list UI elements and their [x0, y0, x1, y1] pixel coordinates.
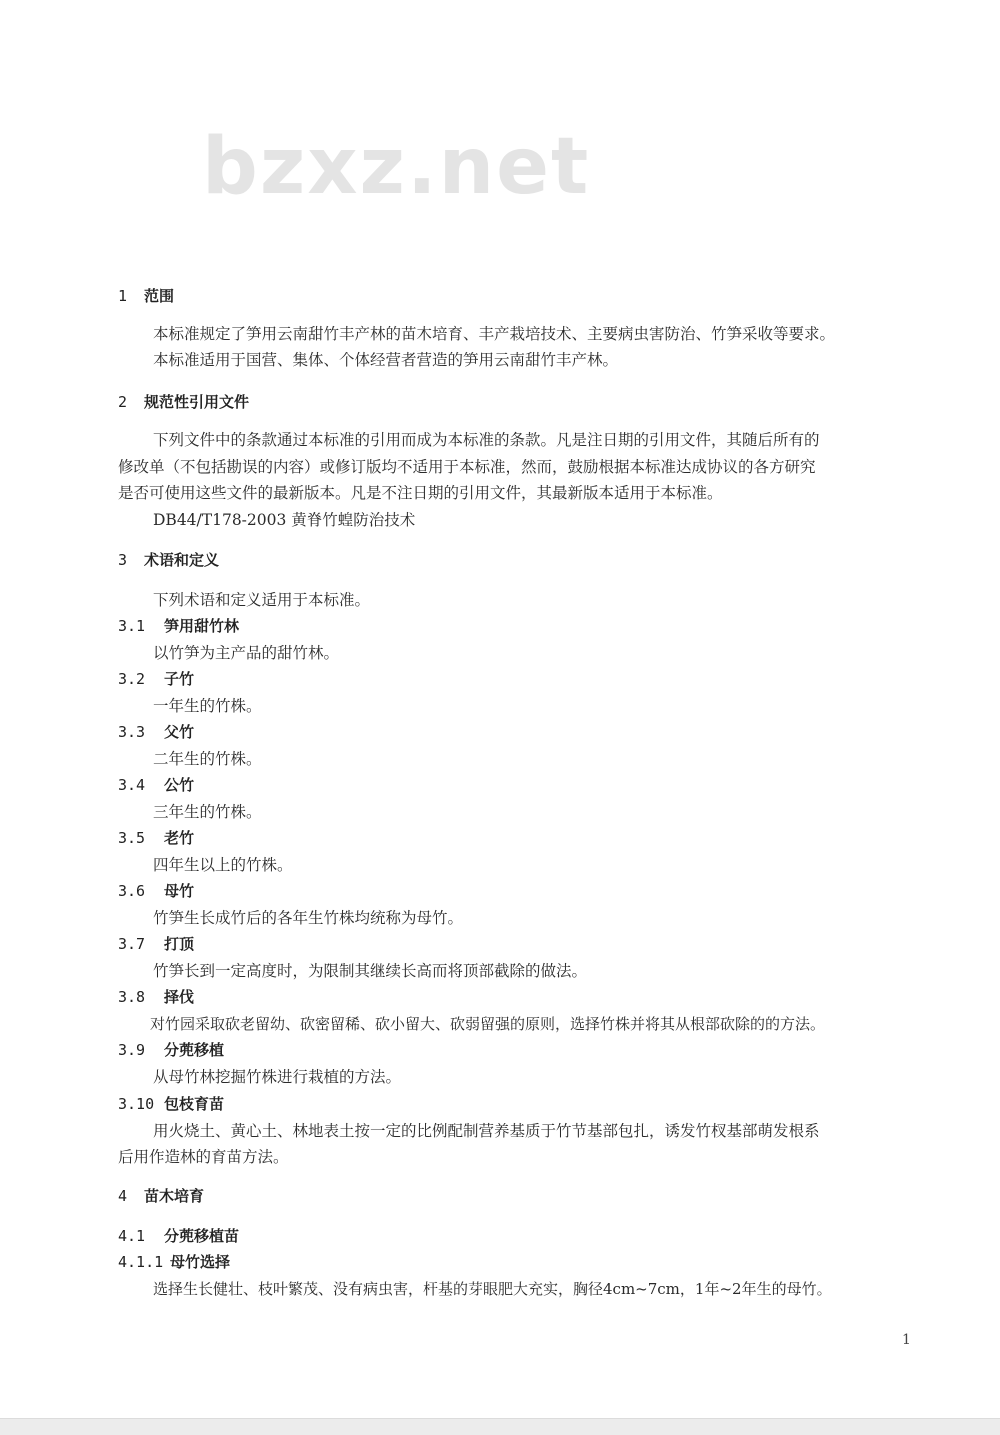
term-heading — [118, 775, 194, 795]
subsection-number: 4.1.1 — [118, 1253, 164, 1271]
term-number: 3.10 — [118, 1095, 155, 1113]
section-2-heading — [118, 392, 249, 412]
term-title: 包枝育苗 — [164, 1095, 225, 1113]
paragraph: 本标准适用于国营、集体、个体经营者营造的笋用云南甜竹丰产林。 — [153, 351, 619, 369]
paragraph-line: 修改单（不包括勘误的内容）或修订版均不适用于本标准，然而，鼓励根据本标准达成协议的各方研究 — [118, 458, 816, 476]
term-heading — [118, 1094, 224, 1114]
term-definition: 以竹笋为主产品的甜竹林。 — [153, 644, 340, 662]
term-number: 3.8 — [118, 988, 146, 1006]
subsection-heading — [118, 1226, 239, 1246]
term-title: 分蔸移植 — [164, 1041, 225, 1059]
term-number: 3.7 — [118, 935, 146, 953]
section-3-heading — [118, 550, 219, 570]
term-title: 择伐 — [164, 988, 195, 1006]
term-definition: 竹笋生长成竹后的各年生竹株均统称为母竹。 — [153, 909, 464, 927]
term-title: 母竹 — [164, 882, 195, 900]
section-number: 2 — [118, 393, 128, 411]
paragraph: 选择生长健壮、枝叶繁茂、没有病虫害，杆基的芽眼肥大充实，胸径4cm~7cm，1年~2年生的母竹。 — [153, 1280, 832, 1298]
subsection-title: 母竹选择 — [170, 1253, 231, 1271]
section-title: 范围 — [144, 287, 175, 305]
term-definition: 竹笋长到一定高度时，为限制其继续长高而将顶部截除的做法。 — [153, 962, 588, 980]
term-heading — [118, 669, 194, 689]
term-definition: 二年生的竹株。 — [153, 750, 262, 768]
term-definition: 一年生的竹株。 — [153, 697, 262, 715]
section-1-heading — [118, 286, 174, 306]
term-title: 公竹 — [164, 776, 195, 794]
paragraph-line: 下列文件中的条款通过本标准的引用而成为本标准的条款。凡是注日期的引用文件，其随后所有的 — [153, 431, 820, 449]
term-heading — [118, 828, 194, 848]
section-number: 3 — [118, 551, 128, 569]
page-number: 1 — [902, 1332, 911, 1348]
term-number: 3.1 — [118, 617, 146, 635]
term-title: 父竹 — [164, 723, 195, 741]
term-title: 子竹 — [164, 670, 195, 688]
subsection-heading — [118, 1252, 230, 1272]
term-title: 笋用甜竹林 — [164, 617, 240, 635]
term-definition-line: 用火烧土、黄心土、林地表土按一定的比例配制营养基质于竹节基部包扎，诱发竹杈基部萌发根系 — [153, 1122, 820, 1140]
term-title: 老竹 — [164, 829, 195, 847]
section-title: 规范性引用文件 — [144, 393, 250, 411]
term-heading — [118, 934, 194, 954]
paragraph: 下列术语和定义适用于本标准。 — [153, 591, 371, 609]
term-number: 3.9 — [118, 1041, 146, 1059]
term-heading — [118, 1040, 224, 1060]
term-definition: 对竹园采取砍老留幼、砍密留稀、砍小留大、砍弱留强的原则，选择竹株并将其从根部砍除的的方法。 — [150, 1015, 826, 1033]
term-title: 打顶 — [164, 935, 195, 953]
term-heading — [118, 616, 239, 636]
term-number: 3.4 — [118, 776, 146, 794]
term-definition: 四年生以上的竹株。 — [153, 856, 293, 874]
term-definition: 三年生的竹株。 — [153, 803, 262, 821]
section-number: 1 — [118, 287, 128, 305]
term-number: 3.6 — [118, 882, 146, 900]
term-heading — [118, 722, 194, 742]
term-heading — [118, 987, 194, 1007]
section-number: 4 — [118, 1187, 128, 1205]
subsection-title: 分蔸移植苗 — [164, 1227, 240, 1245]
section-title: 苗木培育 — [144, 1187, 205, 1205]
section-4-heading — [118, 1186, 204, 1206]
subsection-number: 4.1 — [118, 1227, 146, 1245]
section-title: 术语和定义 — [144, 551, 220, 569]
term-definition-line: 后用作造林的育苗方法。 — [118, 1148, 289, 1166]
viewer-bottom-bar — [0, 1418, 1000, 1435]
paragraph: 本标准规定了笋用云南甜竹丰产林的苗木培育、丰产栽培技术、主要病虫害防治、竹笋采收等要求。 — [153, 325, 836, 343]
term-definition: 从母竹林挖掘竹株进行栽植的方法。 — [153, 1068, 402, 1086]
term-number: 3.5 — [118, 829, 146, 847]
term-heading — [118, 881, 194, 901]
watermark: bzxz.net — [202, 122, 591, 212]
paragraph-line: 是否可使用这些文件的最新版本。凡是不注日期的引用文件，其最新版本适用于本标准。 — [118, 484, 723, 502]
term-number: 3.2 — [118, 670, 146, 688]
term-number: 3.3 — [118, 723, 146, 741]
reference-item: DB44/T178-2003 黄脊竹蝗防治技术 — [153, 511, 416, 529]
